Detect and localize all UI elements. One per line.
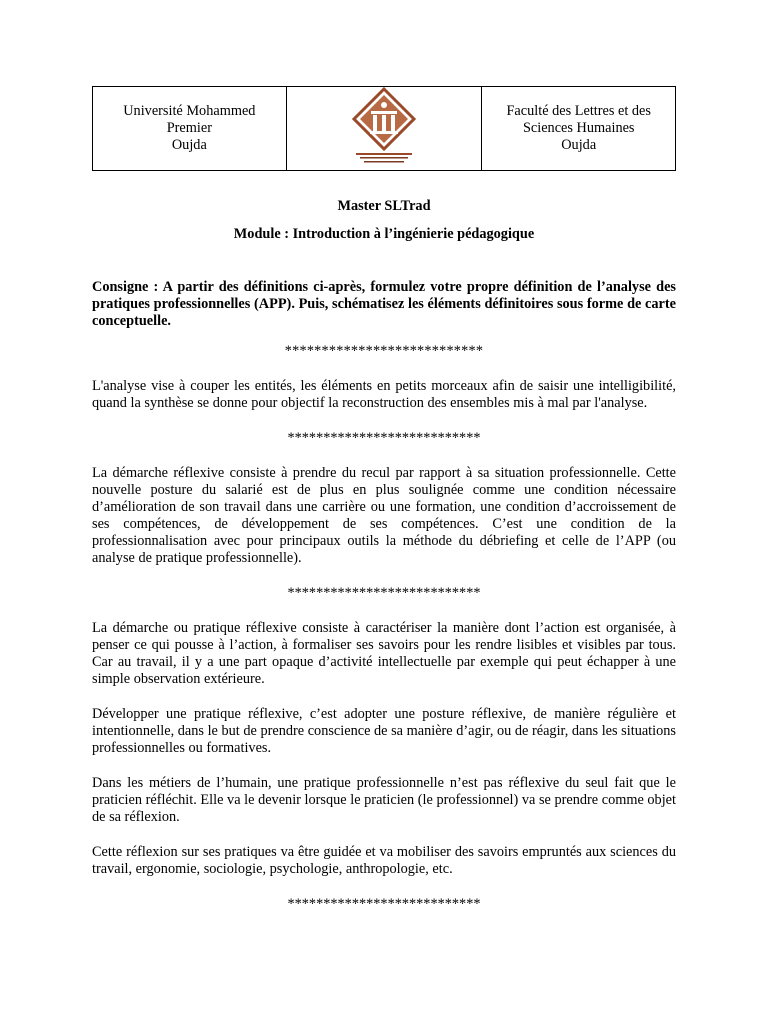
module-title: Module : Introduction à l’ingénierie pédagogique — [233, 226, 535, 242]
paragraph-guided-reflection: Cette réflexion sur ses pratiques va être guidée et va mobiliser des savoirs empruntés aux sciences du travail, ergonomie, sociologie, psychologie, anthropologie, etc. — [92, 844, 676, 877]
logo-cell — [286, 87, 482, 171]
separator: *************************** — [287, 430, 481, 446]
university-name-line-2: Premier — [166, 120, 212, 136]
document-body — [92, 198, 676, 913]
faculty-city: Oujda — [561, 137, 597, 153]
assignment-instruction: Consigne : A partir des définitions ci-après, formulez votre propre définition de l’analyse des pratiques professionnelles (APP). Puis, schématisez les éléments définitoires sous forme de carte conceptuelle. — [92, 279, 676, 329]
faculty-name-line-1: Faculté des Lettres et des — [506, 103, 651, 119]
separator: *************************** — [287, 585, 481, 601]
university-name-line-1: Université Mohammed — [123, 103, 256, 119]
university-city: Oujda — [171, 137, 207, 153]
paragraph-human-professions: Dans les métiers de l’humain, une pratique professionnelle n’est pas réflexive du seul fait que le praticien réfléchit. Elle va le devenir lorsque le praticien (le professionnel) va se prendre comme objet de sa réflexion. — [92, 775, 676, 825]
university-crest-logo-graphic — [344, 87, 424, 165]
master-title: Master SLTrad — [337, 198, 431, 214]
separator: *************************** — [284, 343, 484, 359]
university-crest-logo — [344, 87, 424, 165]
separator: *************************** — [287, 896, 481, 912]
paragraph-reflexive-approach: La démarche réflexive consiste à prendre du recul par rapport à sa situation professionnelle. Cette nouvelle posture du salarié est de plus en plus soulignée comme une condition nécessaire d’amélioration de son travail dans une carrière ou une formation, une condition d’accroissement de ses compétences, de développement de ses compétences. C’est une condition de la professionnalisation avec pour principaux outils la méthode du débriefing et celle de l’APP (ou analyse de pratique professionnelle). — [92, 465, 676, 566]
university-name-cell — [93, 87, 287, 171]
paragraph-reflexive-practice: La démarche ou pratique réflexive consiste à caractériser la manière dont l’action est organisée, à penser ce qui pousse à l’action, à formaliser ses savoirs pour les rendre lisibles et visibles par tous. Car au travail, il y a une part opaque d’activité intellectuelle par exemple qui peut échapper à une simple observation extérieure. — [92, 620, 676, 687]
header-table — [92, 86, 676, 171]
faculty-name-line-2: Sciences Humaines — [522, 120, 635, 136]
faculty-name-cell — [482, 87, 676, 171]
paragraph-analysis: L'analyse vise à couper les entités, les éléments en petits morceaux afin de saisir une intelligibilité, quand la synthèse se donne pour objectif la reconstruction des ensembles mis à mal par l'analyse. — [92, 378, 676, 411]
paragraph-develop-practice: Développer une pratique réflexive, c’est adopter une posture réflexive, de manière régulière et intentionnelle, dans le but de prendre conscience de sa manière d’agir, ou de réagir, dans les situations professionnelles ou formatives. — [92, 706, 676, 756]
